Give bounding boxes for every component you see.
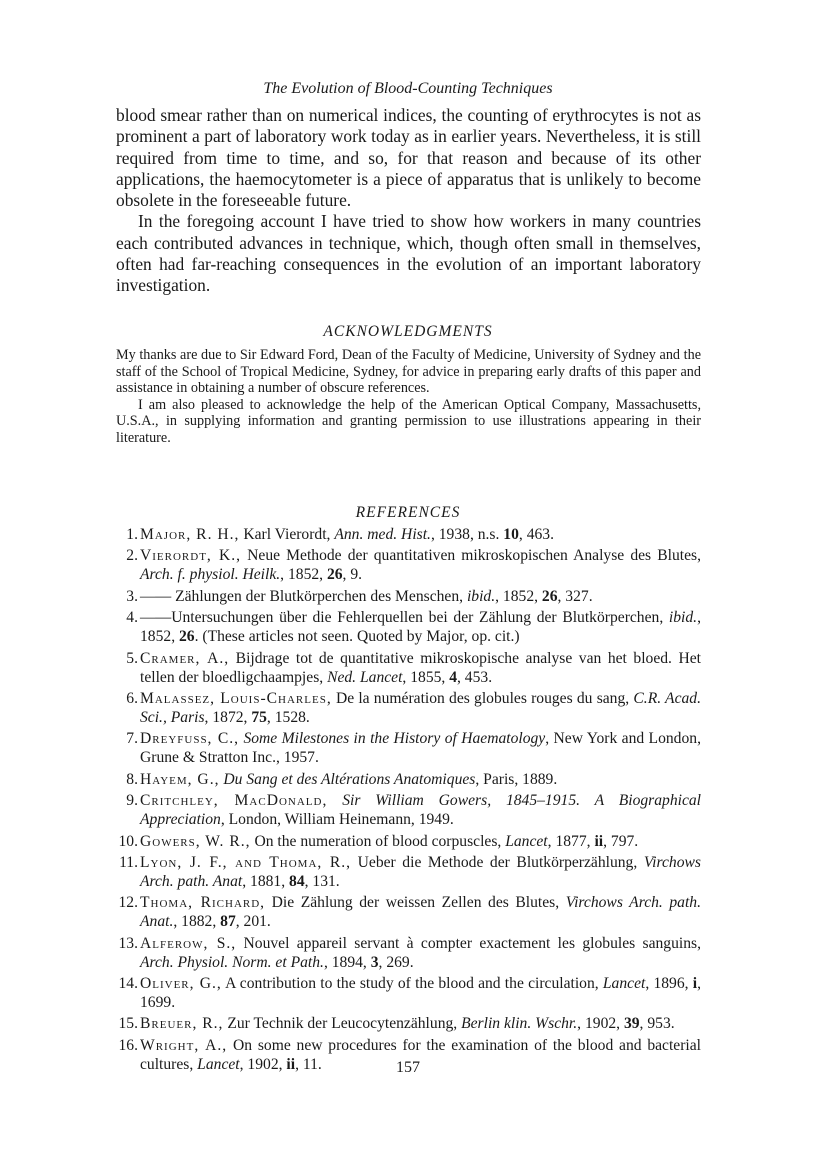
reference-author: Hayem, G., [140,770,220,788]
reference-item [116,791,701,829]
reference-pages: , 453. [457,668,493,686]
reference-volume: 84 [289,872,305,890]
reference-author: Critchley, MacDonald, [140,792,328,810]
reference-journal: Sir William Gowers, 1845–1915. A Biographical Appreciation [140,792,702,829]
reference-journal: Lancet [505,832,548,850]
reference-volume: ii [594,832,604,850]
reference-pages: , 327. [557,587,593,605]
reference-number: 4. [126,609,138,627]
reference-number: 14. [118,975,138,993]
reference-journal: Some Milestones in the History of Haematology [243,730,546,748]
reference-number: 6. [126,689,138,707]
reference-pages: , 1528. [266,708,310,726]
reference-volume: 26 [326,566,343,584]
reference-author: Major, R. H., [140,526,240,543]
reference-author: Lyon, J. F., and Thoma, R., [140,853,352,871]
reference-item [116,934,701,972]
reference-pages: , 9. [342,566,363,584]
reference-details: , London, William Heinemann, 1949. [220,811,454,829]
reference-details: , 1881, [242,872,290,890]
reference-author: Vierordt, K., [140,547,242,565]
reference-author: Thoma, Richard, [140,894,266,912]
reference-journal: Virchows Arch. path. Anat [140,853,701,890]
reference-item [116,689,701,727]
references-list [116,525,701,1076]
reference-journal: Virchows Arch. path. Anat. [140,894,701,931]
reference-number: 8. [126,770,138,788]
reference-item [116,649,701,687]
reference-number: 12. [118,894,138,912]
reference-title: Bijdrage tot de quantitative mikroskopische analyse van het bloed. Het tellen der bloedligchaampjes, [140,649,701,686]
reference-title: De la numération des globules rouges du sang, [331,689,634,707]
acknowledgment-paragraph: My thanks are due to Sir Edward Ford, Dean of the Faculty of Medicine, University of Sydney and the staff of the School of Tropical Medicine, Sydney, for advice in preparing early drafts of this paper and assistance in obtaining a number of obscure references. [116,347,701,397]
reference-number: 13. [118,934,138,952]
reference-number: 10. [118,832,138,850]
reference-number: 3. [126,587,138,605]
page-number: 157 [396,1059,420,1076]
reference-journal: Lancet [602,975,646,993]
reference-volume: 87 [220,913,236,931]
reference-journal: Arch. Physiol. Norm. et Path. [140,953,324,971]
reference-author: Malassez, Louis-Charles, [140,689,332,707]
reference-number: 2. [126,547,138,565]
reference-title: Nouvel appareil servant à compter exactement les globules sanguins, [236,934,701,952]
reference-details: , 1896, [645,975,693,993]
reference-journal: ibid. [668,609,698,627]
reference-title [327,792,342,809]
reference-details: , 1894, [323,953,371,971]
reference-author: Oliver, G., [140,975,222,993]
reference-volume: 26 [178,628,195,646]
reference-title: ——Untersuchungen über die Fehlerquellen bei der Zählung der Blutkörperchen, [140,609,669,627]
reference-item [116,587,701,606]
reference-item [116,832,701,851]
reference-volume: 75 [251,708,267,726]
reference-title: A contribution to the study of the blood and the circulation, [221,975,603,993]
reference-author: Cramer, A., [140,649,230,667]
reference-item [116,974,701,1012]
reference-title: On some new procedures for the examination of the blood and bacterial cultures, [140,1036,701,1073]
reference-title: —— Zählungen der Blutkörperchen des Menschen, [140,587,467,605]
reference-details: , 1877, [547,832,595,850]
reference-journal: ibid. [466,587,496,605]
reference-journal: Lancet [197,1055,240,1073]
reference-title: Ueber die Methode der Blutkörperzählung, [351,853,644,871]
reference-pages: , 11. [295,1055,322,1073]
body-paragraph: In the foregoing account I have tried to show how workers in many countries each contributed advances in technique, which, though often small in themselves, often had far-reaching consequences in the evolution of an important laboratory investigation. [116,211,701,296]
reference-title: Neue Methode der quantitativen mikroskopischen Analyse des Blutes, [241,547,701,565]
reference-journal: C.R. Acad. Sci., Paris [140,689,701,726]
reference-details: , 1902, [239,1055,287,1073]
reference-author: Wright, A., [140,1036,228,1054]
reference-pages: , 463. [518,526,554,543]
reference-journal: Du Sang et des Altérations Anatomiques [223,770,476,788]
reference-journal: Berlin klin. Wschr. [461,1015,578,1033]
reference-volume: i [692,975,698,993]
acknowledgments-heading: ACKNOWLEDGMENTS [323,323,493,340]
reference-number: 16. [118,1036,138,1054]
reference-author: Alferow, S., [140,934,237,952]
reference-item [116,546,701,584]
reference-journal: Arch. f. physiol. Heilk. [140,566,281,584]
reference-details: , 1855, [402,668,450,686]
reference-title: Karl Vierordt, [239,526,335,543]
reference-volume: 3 [370,953,379,971]
reference-title: Zur Technik der Leucocytenzählung, [223,1015,462,1033]
reference-details: , Paris, 1889. [475,770,558,788]
references-heading: REFERENCES [355,504,461,521]
running-head: The Evolution of Blood-Counting Techniques [263,80,553,97]
reference-volume: 10 [503,526,519,543]
reference-number: 1. [126,526,138,543]
reference-volume: ii [286,1055,296,1073]
reference-details: , 1852, [280,566,327,584]
reference-author: Breuer, R., [140,1015,224,1033]
reference-item [116,729,701,767]
reference-journal: Ann. med. Hist. [334,526,431,543]
reference-title: On the numeration of blood corpuscles, [250,832,506,850]
reference-pages: . (These articles not seen. Quoted by Major, op. cit.) [194,628,520,646]
reference-number: 7. [126,730,138,748]
reference-item [116,608,701,646]
reference-number: 11. [119,853,138,871]
reference-pages: , 131. [304,872,340,890]
reference-number: 15. [118,1015,138,1033]
body-text [116,105,701,297]
acknowledgment-paragraph: I am also pleased to acknowledge the help of the American Optical Company, Massachusetts, U.S.A., in supplying information and granting permission to use illustrations appearing in their literature. [116,396,701,446]
acknowledgments-text [116,347,701,447]
reference-item [116,853,701,891]
reference-journal: Ned. Lancet [327,668,403,686]
reference-number: 9. [126,792,138,810]
reference-details: , 1938, n.s. [430,526,504,543]
reference-number: 5. [126,649,138,667]
reference-pages: , 269. [378,953,414,971]
reference-author: Dreyfuss, C., [140,730,240,748]
reference-pages: , 953. [639,1015,675,1033]
reference-pages: , 201. [235,913,271,931]
reference-item [116,525,701,544]
reference-details: , 1872, [204,708,252,726]
reference-pages: , 1699. [140,975,701,1012]
reference-volume: 4 [449,668,457,686]
reference-item [116,770,701,789]
reference-details: , 1852, [140,609,701,646]
reference-pages: , 797. [603,832,639,850]
reference-author: Gowers, W. R., [140,832,251,850]
reference-volume: 39 [623,1015,640,1033]
reference-volume: 26 [541,587,558,605]
reference-details: , 1902, [577,1015,624,1033]
reference-item [116,893,701,931]
reference-title: Die Zählung der weissen Zellen des Blutes, [265,894,566,912]
reference-details: , 1882, [173,913,221,931]
reference-details: , 1852, [495,587,542,605]
body-paragraph: blood smear rather than on numerical indices, the counting of erythrocytes is not as prominent a part of laboratory work today as in earlier years. Nevertheless, it is still required from time to time, and so, for that reason and because of its other applications, the haemocytometer is a piece of apparatus that is unlikely to become obsolete in the foreseeable future. [116,105,701,211]
reference-item [116,1014,701,1033]
reference-details: , New York and London, Grune & Stratton Inc., 1957. [140,730,701,767]
